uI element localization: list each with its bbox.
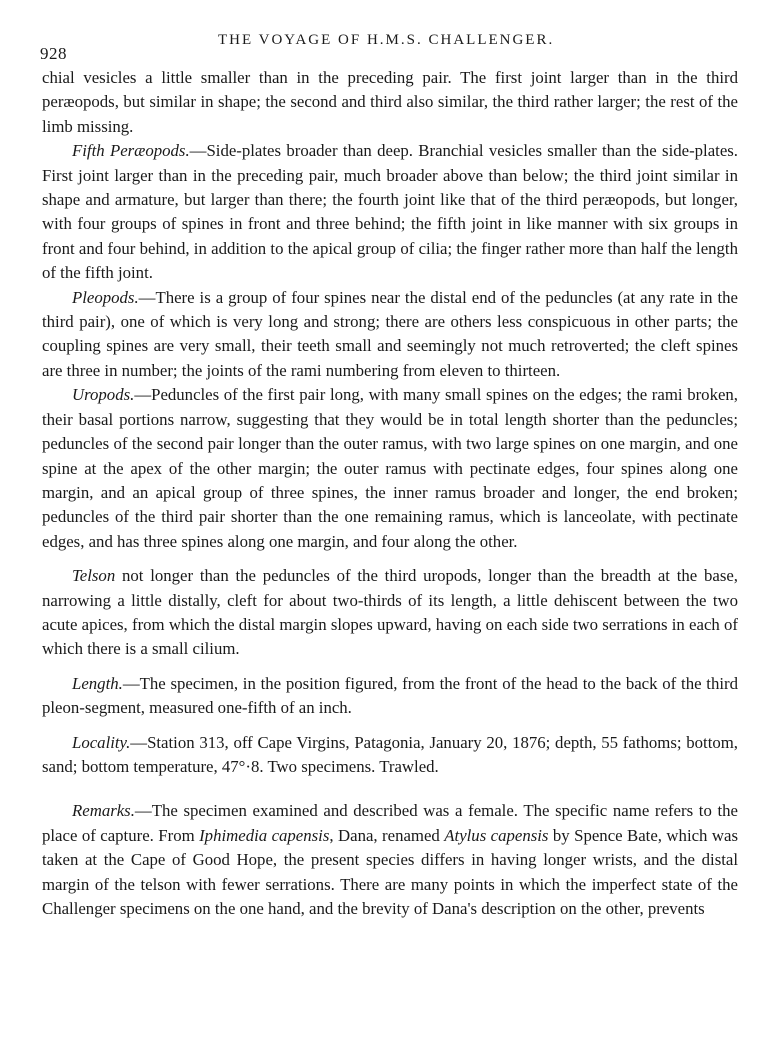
paragraph-text: —Peduncles of the first pair long, with many small spines on the edges; the rami broken, their basal portions narrow, suggesting that they would be in total length shorter than the peduncles; peduncles of the second pair longer than the outer ramus, with two large spines on one margin, and one spine at the apex of the other margin; the outer ramus with pectinate edges, four spines along one margin, and an apical group of three spines, the inner ramus broader and longer, the end broken; peduncles of the third pair shorter than the one remaining ramus, which is lanceolate, with pectinate edges, and has three spines along one margin, and four along the other. [42,385,738,551]
paragraph-text: —The specimen examined and described was a female. The specific name refers to the place of capture. From [42,801,738,845]
running-head: THE VOYAGE OF H.M.S. CHALLENGER. [218,32,555,48]
paragraph-text: , Dana, renamed [329,825,445,845]
paragraph-text: chial vesicles a little smaller than in the preceding pair. The first joint larger than in the third peræopods, but similar in shape; the second and third also similar, the third rather larger; the rest of the limb missing. [42,68,738,136]
paragraph-text: —Station 313, off Cape Virgins, Patagonia, January 20, 1876; depth, 55 fathoms; bottom, sand; bottom temperature, 47°·8. Two specimens. Trawled. [42,732,738,776]
paragraph-text: —Side-plates broader than deep. Branchial vesicles smaller than the side-plates. First joint larger than in the preceding pair, much broader above than below; the third joint similar in shape and armature, but larger than there; the fourth joint like that of the third peræopods, but longer, with four groups of spines in front and three behind; the fifth joint in like manner with six groups in front and four behind, in addition to the apical group of cilia; the finger rather more than half the length of the fifth joint. [42,141,738,283]
paragraph-text: not longer than the peduncles of the third uropods, longer than the breadth at the base, narrowing a little distally, cleft for about two-thirds of its length, a little dehiscent between the two acute apices, from which the distal margin slopes upward, having on each side two serrations in each of which there is a small cilium. [42,566,738,659]
paragraph-pleopods [42,286,738,384]
body-text [42,66,738,921]
section-heading: Telson [72,566,116,586]
section-heading: Locality. [72,732,131,752]
page-header [40,30,740,63]
paragraph-text: by Spence Bate, which was taken at the Cape of Good Hope, the present species differs in having longer wrists, and the distal margin of the telson with fewer serrations. There are many points in which the imperfect state of the Challenger specimens on the one hand, and the brevity of Dana's description on the other, prevents [42,825,738,918]
page-number: 928 [40,44,67,63]
paragraph-continuation [42,66,738,139]
paragraph-remarks [42,799,738,921]
paragraph-locality [42,731,738,780]
paragraph-text: —There is a group of four spines near the distal end of the peduncles (at any rate in the third pair), one of which is very long and strong; there are others less conspicuous in other parts; the coupling spines are very small, their teeth small and seemingly not much retroverted; the cleft spines are three in number; the joints of the rami numbering from eleven to thirteen. [42,287,738,380]
paragraph-telson [42,564,738,662]
section-heading: Length. [72,673,123,693]
paragraph-length [42,672,738,721]
species-name: Atylus capensis [444,825,549,845]
section-heading: Remarks. [72,801,135,821]
paragraph-uropods [42,383,738,554]
species-name: Iphimedia capensis [199,825,330,845]
paragraph-fifth-pereopods [42,139,738,285]
section-heading: Fifth Peræopods. [72,141,190,161]
paragraph-text: —The specimen, in the position figured, from the front of the head to the back of the third pleon-segment, measured one-fifth of an inch. [42,673,738,718]
section-heading: Pleopods. [72,287,139,307]
section-heading: Uropods. [72,385,135,405]
